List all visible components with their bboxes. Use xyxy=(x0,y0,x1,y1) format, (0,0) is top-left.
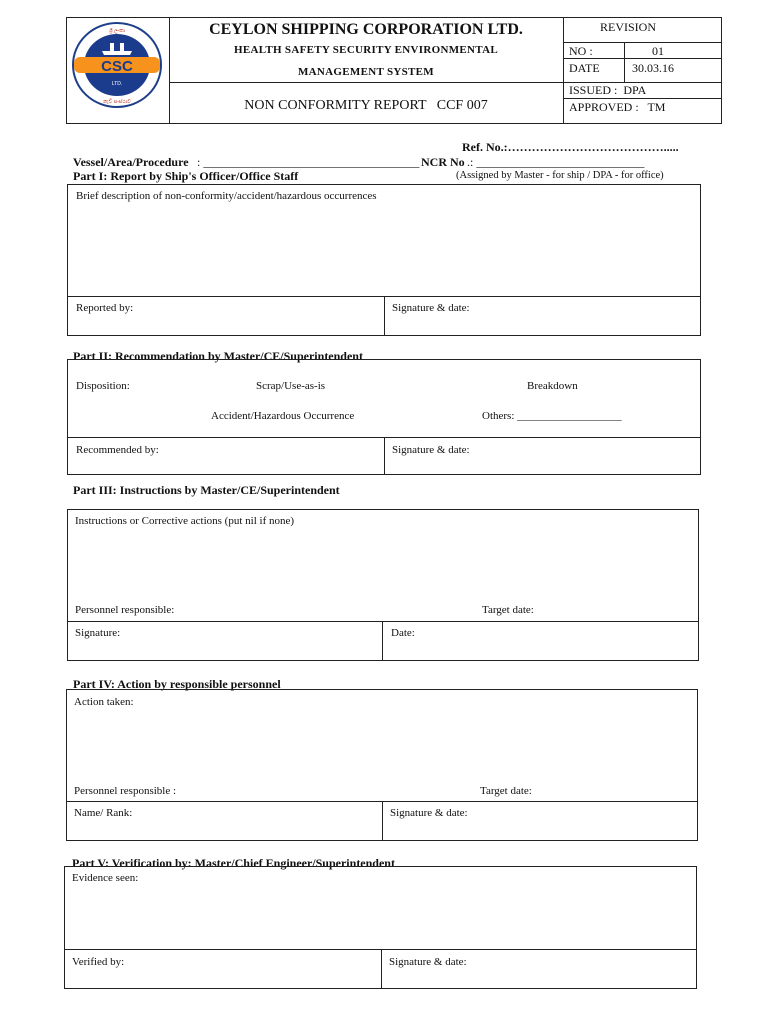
part5-verified-by[interactable]: Verified by: xyxy=(72,956,125,968)
part2-recommended-by[interactable]: Recommended by: xyxy=(76,444,159,456)
part4-personnel[interactable]: Personnel responsible : xyxy=(74,785,177,797)
vessel-label: Vessel/Area/Procedure xyxy=(73,155,189,169)
option-breakdown[interactable]: Breakdown xyxy=(527,380,578,392)
part5-heading: Part V: Verification by: Master/Chief Engineer/Superintendent xyxy=(72,856,395,870)
system-line-1: HEALTH SAFETY SECURITY ENVIRONMENTAL xyxy=(234,44,498,56)
part5-signature-date[interactable]: Signature & date: xyxy=(389,956,467,968)
ncr-field[interactable]: .: ____________________________ xyxy=(467,155,645,169)
part3-heading: Part III: Instructions by Master/CE/Superintendent xyxy=(73,483,340,497)
company-logo xyxy=(70,21,164,109)
part1-signature-date[interactable]: Signature & date: xyxy=(392,302,470,314)
rev-no-value: 01 xyxy=(652,44,664,58)
option-others[interactable]: Others: ___________________ xyxy=(482,410,622,422)
ref-no[interactable]: Ref. No.:…………………………………..... xyxy=(462,140,679,154)
instructions-field[interactable]: Instructions or Corrective actions (put nil if none) xyxy=(75,515,295,527)
part3-date[interactable]: Date: xyxy=(391,627,415,639)
part2-signature-date[interactable]: Signature & date: xyxy=(392,444,470,456)
rev-date-label: DATE xyxy=(569,61,600,75)
option-scrap[interactable]: Scrap/Use-as-is xyxy=(256,380,326,392)
evidence-field[interactable]: Evidence seen: xyxy=(72,872,139,884)
action-taken-field[interactable]: Action taken: xyxy=(74,696,134,708)
part4-name-rank[interactable]: Name/ Rank: xyxy=(74,807,133,819)
company-name: CEYLON SHIPPING CORPORATION LTD. xyxy=(209,21,523,38)
logo-small: LTD. xyxy=(111,81,123,87)
part1-description-field[interactable]: Brief description of non-conformity/accident/hazardous occurrences xyxy=(76,190,377,202)
part4-heading: Part IV: Action by responsible personnel xyxy=(73,677,281,691)
part2-heading: Part II: Recommendation by Master/CE/Superintendent xyxy=(73,349,363,363)
revision-label: REVISION xyxy=(600,20,656,34)
part3-target-date[interactable]: Target date: xyxy=(482,604,534,616)
ncr-label: NCR No xyxy=(421,155,465,169)
part3-table xyxy=(67,509,699,661)
form-title: NON CONFORMITY REPORT CCF 007 xyxy=(244,98,488,113)
part3-signature[interactable]: Signature: xyxy=(75,627,121,639)
approved: APPROVED : TM xyxy=(569,100,666,114)
assigned-note: (Assigned by Master - for ship / DPA - for office) xyxy=(456,170,664,181)
rev-no-label: NO : xyxy=(569,44,593,58)
part4-target-date[interactable]: Target date: xyxy=(480,785,532,797)
system-line-2: MANAGEMENT SYSTEM xyxy=(298,66,434,78)
vessel-field[interactable]: : ____________________________________ xyxy=(197,155,420,169)
part1-reported-by[interactable]: Reported by: xyxy=(76,302,134,314)
logo-top-text: ශ්‍රී ලංකා xyxy=(109,28,125,34)
part1-heading: Part I: Report by Ship's Officer/Office Staff xyxy=(73,169,299,183)
rev-date-value: 30.03.16 xyxy=(632,61,674,75)
part4-signature-date[interactable]: Signature & date: xyxy=(390,807,468,819)
disposition-label: Disposition: xyxy=(76,380,130,392)
part3-personnel[interactable]: Personnel responsible: xyxy=(75,604,175,616)
logo-letters: CSC xyxy=(101,58,133,75)
issued: ISSUED : DPA xyxy=(569,83,647,97)
logo-bottom-text: නැව් සංස්ථාව xyxy=(103,99,131,105)
option-accident[interactable]: Accident/Hazardous Occurrence xyxy=(211,410,355,422)
